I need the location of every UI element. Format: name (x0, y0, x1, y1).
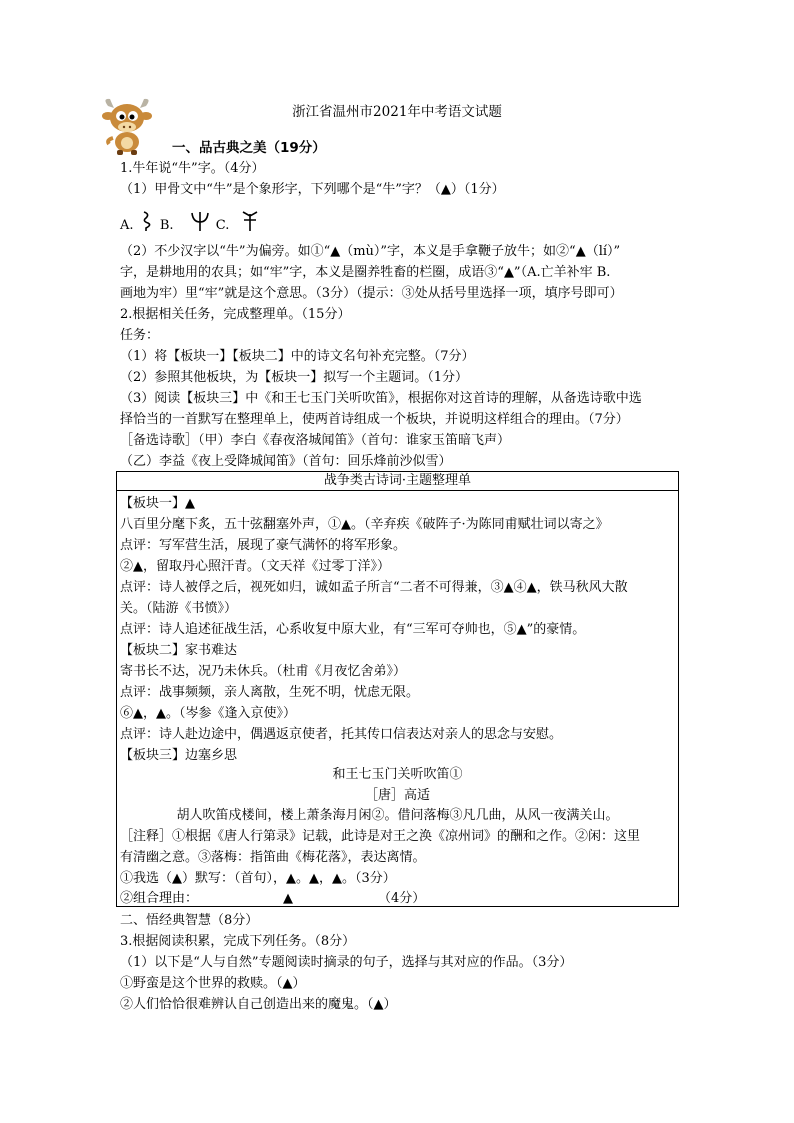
q1-stem: 1.牛年说“牛”字。（4分） (120, 161, 265, 176)
sheet-line: ②▲，留取丹心照汗青。（文天祥《过零丁洋》） (120, 559, 390, 574)
option-c-label: C. (215, 218, 230, 233)
section2-heading: 二、悟经典智慧（8分） (120, 913, 259, 928)
poem-note-line1: ［注释］①根据《唐人行第录》记载，此诗是对王之涣《凉州词》的酬和之作。②闲：这里 (120, 829, 641, 844)
poem-note-line2: 有清幽之意。③落梅：指笛曲《梅花落》，表达离情。 (120, 850, 426, 865)
reason-line (120, 889, 425, 908)
q2-task-label: 任务： (120, 328, 160, 343)
q1-part2-line2: 字，是耕地用的农具；如“牢”字，本义是圈养牲畜的栏圈，成语③“▲”（A.亡羊补牢 B. (120, 265, 611, 280)
q1-options (120, 210, 262, 235)
q2-task3-line2: 择恰当的一首默写在整理单上，使两首诗组成一个板块，并说明这样组合的理由。（7分） (120, 412, 629, 427)
q1-part1: （1）甲骨文中“牛”是个象形字，下列哪个是“牛”字？（▲）（1分） (120, 182, 505, 197)
q2-task1: （1）将【板块一】【板块二】中的诗文名句补充完整。（7分） (120, 349, 475, 364)
sheet-line: 寄书长不达，况乃未休兵。（杜甫《月夜忆舍弟》） (120, 664, 407, 679)
q3-sentence-1: ①野蛮是这个世界的救赎。（▲） (120, 976, 306, 991)
exam-title: 浙江省温州市2021年中考语文试题 (292, 104, 502, 120)
reason-answer-blank[interactable]: ▲ (198, 891, 378, 907)
poem-author: ［唐］高适 (364, 788, 430, 803)
reason-label: ②组合理由： (120, 891, 199, 906)
oracle-glyph-a-icon (140, 210, 154, 235)
section1-heading: 一、品古典之美（19分） (172, 140, 326, 156)
sheet-line: 点评：战事频频，亲人离散，生死不明，忧虑无限。 (120, 685, 420, 700)
q2-task3-line1: （3）阅读【板块三】中《和王七玉门关听吹笛》，根据你对这首诗的理解，从备选诗歌中选 (120, 391, 642, 406)
q2-stem: 2.根据相关任务，完成整理单。（15分） (120, 307, 351, 322)
q3-sentence-2: ②人们恰恰很难辨认自己创造出来的魔鬼。（▲） (120, 997, 397, 1012)
sheet-header-divider (116, 490, 679, 491)
reason-points: （4分） (378, 891, 426, 906)
sheet-line: 点评：诗人被俘之后，视死如归，诚如孟子所言“二者不可得兼，③▲④▲，铁马秋风大散 (120, 580, 628, 595)
sheet-line: 【板块三】边塞乡思 (120, 748, 238, 763)
q1-part2-line1: （2）不少汉字以“牛”为偏旁。如①“▲（mù）”字，本义是手拿鞭子放牛；如②“▲（lí）” (120, 244, 621, 259)
choose-poem-line: ①我选（▲）默写：（首句），▲。▲，▲。（3分） (120, 871, 396, 886)
q3-stem: 3.根据阅读积累，完成下列任务。（8分） (120, 934, 356, 949)
sheet-line: 点评：写军营生活，展现了豪气满怀的将军形象。 (120, 538, 407, 553)
option-a-label: A. (120, 218, 134, 233)
sheet-line: 【板块一】▲ (120, 496, 195, 511)
oracle-glyph-c-icon (240, 210, 260, 235)
q2-task2: （2）参照其他板块，为【板块一】拟写一个主题词。（1分） (120, 370, 469, 385)
poem-title: 和王七玉门关听吹笛① (332, 767, 463, 782)
sheet-title: 战争类古诗词·主题整理单 (323, 473, 472, 488)
sheet-line: 【板块二】家书难达 (120, 643, 238, 658)
q2-alt-poem-1: ［备选诗歌］（甲）李白《春夜洛城闻笛》（首句：谁家玉笛暗飞声） (120, 433, 511, 448)
option-b-label: B. (159, 218, 174, 233)
sheet-line: ⑥▲，▲。（岑参《逢入京使》） (120, 706, 296, 721)
q1-part2-line3: 画地为牢）里“牢”就是这个意思。（3分）（提示：③处从括号里选择一项，填序号即可） (120, 286, 623, 301)
q3-part1: （1）以下是“人与自然”专题阅读时摘录的句子，选择与其对应的作品。（3分） (120, 955, 573, 970)
oracle-glyph-b-icon (190, 210, 210, 235)
sheet-line: 点评：诗人追述征战生活，心系收复中原大业，有“三军可夺帅也，⑤▲”的豪情。 (120, 622, 586, 637)
poem-text: 胡人吹笛戍楼间，楼上萧条海月闲②。借问落梅③凡几曲，从风一夜满关山。 (176, 808, 619, 823)
q2-alt-poem-2: （乙）李益《夜上受降城闻笛》（首句：回乐烽前沙似雪） (120, 454, 452, 469)
sheet-line: 关。（陆游《书愤》） (120, 601, 238, 616)
sheet-line: 点评：诗人赴边途中，偶遇返京使者，托其传口信表达对亲人的思念与安慰。 (120, 727, 563, 742)
sheet-line: 八百里分麾下炙，五十弦翻塞外声，①▲。（辛弃疾《破阵子·为陈同甫赋壮词以寄之》 (120, 517, 609, 532)
